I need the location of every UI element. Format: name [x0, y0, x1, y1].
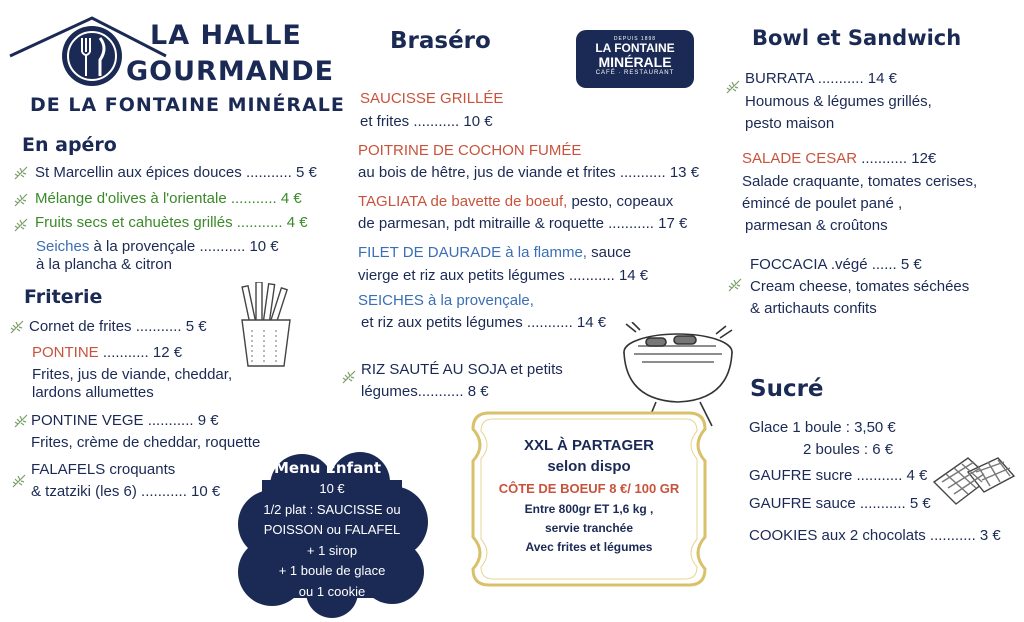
foccacia-desc-1: Cream cheese, tomates séchées — [750, 278, 970, 295]
friterie-cornet: Cornet de frites ........... 5 € — [29, 318, 207, 335]
title-line1: LA HALLE — [150, 20, 302, 51]
foccacia-desc-2: & artichauts confits — [750, 300, 877, 317]
friterie-heading: Friterie — [24, 286, 103, 308]
burrata-desc-1: Houmous & légumes grillés, — [745, 93, 932, 110]
xxl-detail: Avec frites et légumes — [525, 540, 653, 554]
fontaine-logo — [576, 30, 694, 88]
friterie-pontine — [32, 342, 182, 363]
cesar-desc-3: parmesan & croûtons — [745, 217, 888, 234]
tagliata-desc: de parmesan, pdt mitraille & roquette ........... 17 € — [358, 215, 688, 232]
riz-line2: légumes........... 8 € — [361, 383, 489, 400]
logo-line2: MINÉRALE — [598, 54, 672, 70]
tagliata-name: TAGLIATA de bavette de boeuf, — [358, 193, 568, 210]
daurade-rest: sauce — [586, 244, 632, 261]
tagliata-line — [358, 191, 673, 212]
menu-enfant-body — [242, 479, 422, 602]
foccacia-name: FOCCACIA .végé ...... 5 € — [750, 256, 922, 273]
apero-item-1: St Marcellin aux épices douces ........... 5 € — [35, 164, 317, 181]
xxl-detail: servie tranchée — [544, 521, 634, 535]
enfant-line: + 1 sirop — [306, 542, 358, 558]
leaf-icon — [14, 218, 28, 232]
apero-item-3: Fruits secs et cahuètes grillés ........... 4 € — [35, 214, 308, 231]
apero-item-2: Mélange d'olives à l'orientale ........... 4 € — [35, 190, 302, 207]
sucre-heading: Sucré — [750, 376, 824, 402]
poitrine-desc: au bois de hêtre, jus de viande et frites ........... 13 € — [358, 164, 700, 181]
enfant-line: ou 1 cookie — [298, 583, 366, 599]
waffle-icon — [928, 452, 1016, 514]
leaf-icon — [10, 320, 24, 334]
cesar-price: ........... 12€ — [857, 150, 937, 167]
daurade-name: FILET DE DAURADE à la flamme, — [358, 244, 587, 261]
glace-2: 2 boules : 6 € — [803, 441, 894, 458]
seiches-price: à la provençale ........... 10 € — [89, 238, 279, 255]
title-line2: GOURMANDE — [126, 56, 335, 87]
pontine-price: ........... 12 € — [98, 344, 183, 361]
xxl-content — [475, 436, 703, 557]
tagliata-rest: pesto, copeaux — [567, 193, 674, 210]
xxl-cote: CÔTE DE BOEUF 8 €/ 100 GR — [498, 481, 680, 496]
xxl-detail: Entre 800gr ET 1,6 kg , — [524, 502, 654, 516]
cesar-desc-1: Salade craquante, tomates cerises, — [742, 173, 978, 190]
daurade-line — [358, 242, 631, 263]
glace-1: Glace 1 boule : 3,50 € — [749, 419, 896, 436]
leaf-icon — [728, 278, 742, 292]
apero-heading: En apéro — [22, 134, 117, 156]
cesar-desc-2: émincé de poulet pané , — [742, 195, 903, 212]
logo-sub: CAFÉ · RESTAURANT — [595, 70, 675, 76]
enfant-line: 1/2 plat : SAUCISSE ou — [263, 501, 401, 517]
enfant-line: + 1 boule de glace — [278, 563, 386, 578]
leaf-icon — [14, 193, 28, 207]
vege-desc: Frites, crème de cheddar, roquette — [31, 434, 261, 451]
fries-icon — [238, 282, 294, 370]
riz-line1: RIZ SAUTÉ AU SOJA et petits — [361, 361, 563, 378]
friterie-vege: PONTINE VEGE ........... 9 € — [31, 412, 219, 429]
brasero-heading: Braséro — [390, 28, 491, 54]
leaf-icon — [726, 80, 740, 94]
seiches-brasero-desc: et riz aux petits légumes ........... 14 € — [361, 314, 607, 331]
xxl-title: XXL À PARTAGER — [523, 437, 654, 454]
menu-enfant-heading: Menu Enfant — [274, 459, 382, 477]
enfant-line: POISSON ou FALAFEL — [263, 522, 401, 537]
saucisse-name: SAUCISSE GRILLÉE — [360, 90, 504, 107]
logo-top: DEPUIS 1898 — [613, 36, 657, 42]
seiches-name: Seiches — [36, 238, 90, 255]
pontine-desc-2: lardons allumettes — [32, 384, 154, 401]
enfant-line: 10 € — [319, 481, 345, 496]
pontine-desc-1: Frites, jus de viande, cheddar, — [32, 366, 233, 383]
bowl-heading: Bowl et Sandwich — [752, 26, 962, 50]
falafels-desc: & tzatziki (les 6) ........... 10 € — [31, 483, 221, 500]
friterie-falafels: FALAFELS croquants — [31, 461, 176, 478]
burrata-name: BURRATA ........... 14 € — [745, 70, 897, 87]
burrata-desc-2: pesto maison — [745, 115, 835, 132]
poitrine-name: POITRINE DE COCHON FUMÉE — [358, 142, 582, 159]
saucisse-desc: et frites ........... 10 € — [360, 113, 493, 130]
leaf-icon — [14, 166, 28, 180]
leaf-icon — [342, 370, 356, 384]
xxl-subtitle: selon dispo — [547, 458, 631, 475]
gaufre-sucre: GAUFRE sucre ........... 4 € — [749, 467, 928, 484]
cesar-line — [742, 148, 936, 169]
cookies: COOKIES aux 2 chocolats ........... 3 € — [749, 527, 1001, 544]
leaf-icon — [12, 474, 26, 488]
apero-item-4-desc: à la plancha & citron — [36, 256, 172, 273]
daurade-desc: vierge et riz aux petits légumes ........... 14 € — [358, 267, 649, 284]
pontine-name: PONTINE — [32, 344, 99, 361]
cesar-name: SALADE CESAR — [742, 150, 858, 167]
seiches-brasero-name: SEICHES à la provençale, — [358, 292, 534, 309]
gaufre-sauce: GAUFRE sauce ........... 5 € — [749, 495, 931, 512]
leaf-icon — [14, 414, 28, 428]
logo-line1: LA FONTAINE — [595, 41, 675, 55]
title-line3: DE LA FONTAINE MINÉRALE — [30, 94, 345, 116]
